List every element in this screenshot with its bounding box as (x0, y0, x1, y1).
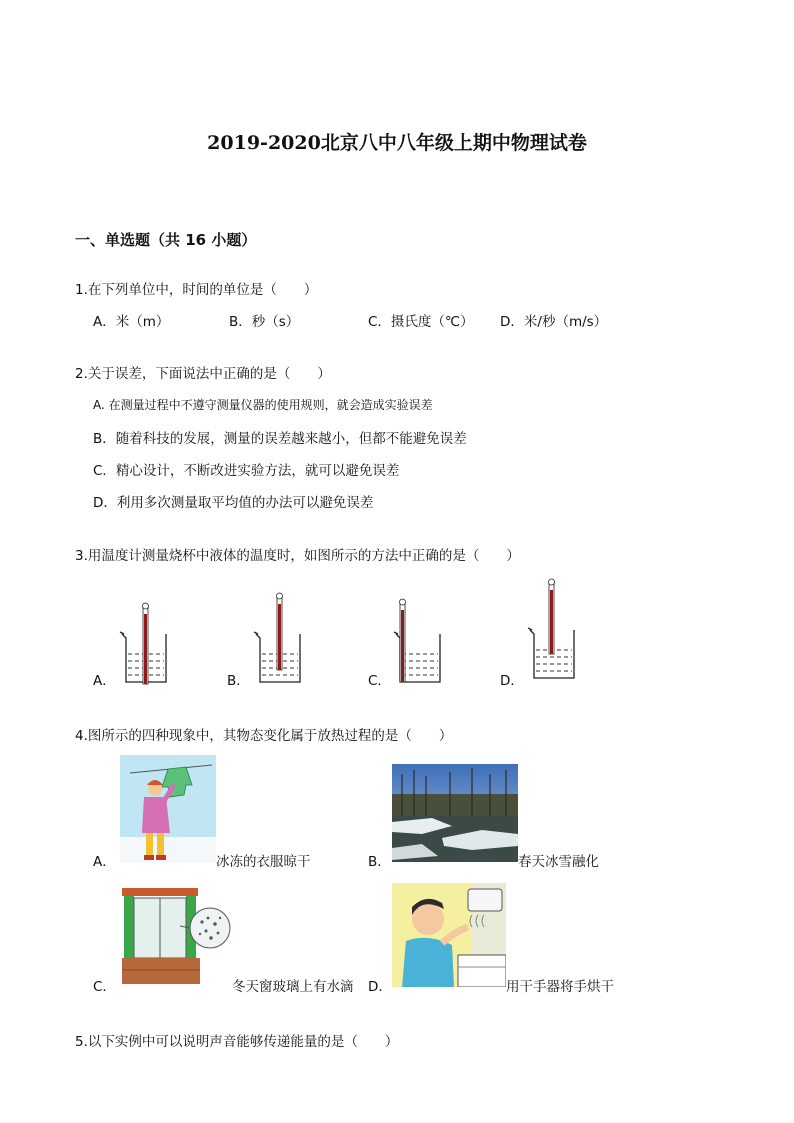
question-1-option-d: D．米/秒（m/s） (500, 314, 608, 330)
beaker-thermometer-d-figure (526, 576, 582, 682)
question-4-caption-c: 冬天窗玻璃上有水滴 (232, 979, 354, 995)
thermometer-b (277, 593, 283, 670)
question-1-stem: 1.在下列单位中，时间的单位是（ ） (75, 282, 318, 298)
beaker-thermometer-b-figure (252, 590, 308, 686)
question-1-option-c: C．摄氏度（℃） (368, 314, 474, 330)
melting-ice-picture (392, 764, 518, 862)
question-2-option-c: C．精心设计，不断改进实验方法，就可以避免误差 (93, 463, 400, 479)
question-3-label-d: D． (500, 673, 524, 689)
thermometer-d (549, 579, 555, 654)
question-4-label-c: C． (93, 979, 116, 995)
question-3-label-b: B． (227, 673, 250, 689)
thermometer-a (143, 603, 149, 684)
question-4-caption-a: 冰冻的衣服晾干 (216, 854, 311, 870)
question-2-option-b: B．随着科技的发展，测量的误差越来越小，但都不能避免误差 (93, 431, 467, 447)
question-4-stem: 4.图所示的四种现象中，其物态变化属于放热过程的是（ ） (75, 728, 453, 744)
question-2-option-d: D．利用多次测量取平均值的办法可以避免误差 (93, 495, 374, 511)
question-3-label-c: C． (368, 673, 391, 689)
question-3-label-a: A． (93, 673, 116, 689)
beaker-thermometer-a-figure (118, 600, 174, 686)
question-5-stem: 5.以下实例中可以说明声音能够传递能量的是（ ） (75, 1034, 399, 1050)
thermometer-c (400, 599, 406, 682)
page-title: 2019-2020北京八中八年级上期中物理试卷 (207, 132, 587, 154)
question-3-stem: 3.用温度计测量烧杯中液体的温度时，如图所示的方法中正确的是（ ） (75, 548, 520, 564)
question-2-stem: 2.关于误差，下面说法中正确的是（ ） (75, 366, 331, 382)
question-2-option-a: A. 在测量过程中不遵守测量仪器的使用规则，就会造成实验误差 (93, 398, 433, 412)
hand-dryer-picture (392, 883, 506, 987)
question-1-option-b: B．秒（s） (229, 314, 300, 330)
frozen-clothes-picture (120, 755, 216, 863)
question-4-label-b: B． (368, 854, 391, 870)
question-4-label-d: D． (368, 979, 392, 995)
window-droplets-picture (120, 886, 232, 986)
beaker-thermometer-c-figure (392, 596, 448, 686)
question-1-option-a: A．米（m） (93, 314, 170, 330)
question-4-label-a: A． (93, 854, 116, 870)
question-4-caption-d: 用干手器将手烘干 (506, 979, 614, 995)
question-4-caption-b: 春天冰雪融化 (518, 854, 599, 870)
section-heading: 一、单选题（共 16 小题） (75, 231, 257, 249)
